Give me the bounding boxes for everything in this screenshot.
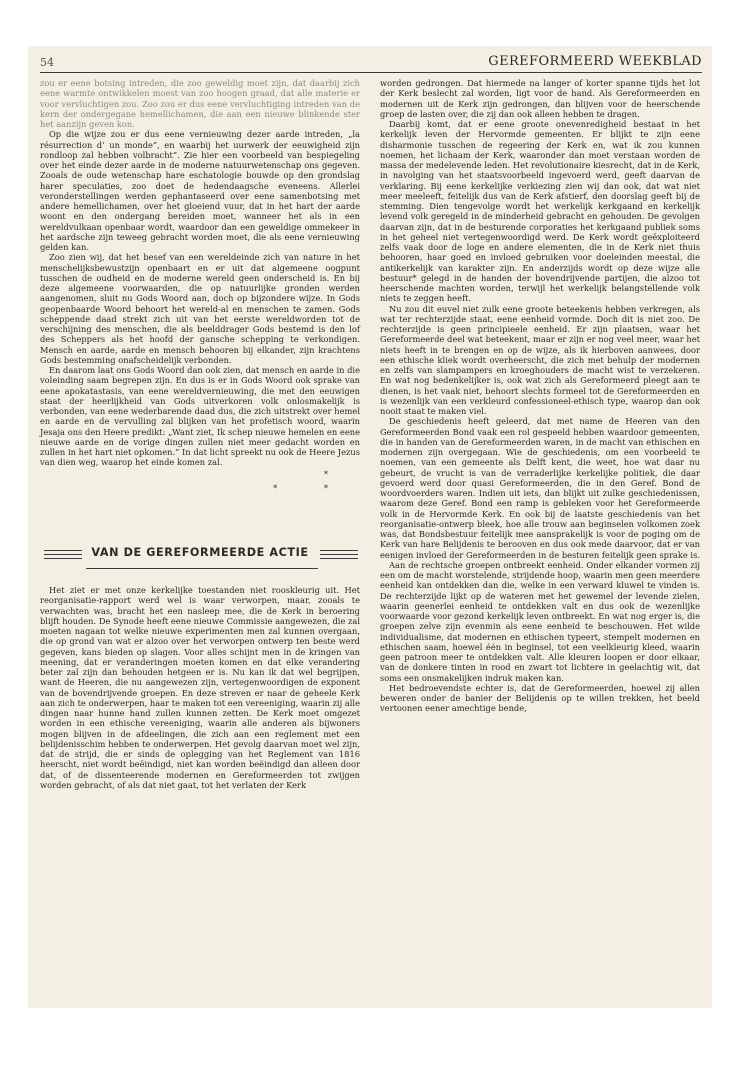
heading-underline bbox=[86, 568, 318, 569]
section-title: VAN DE GEREFORMEERDE ACTIE bbox=[91, 546, 309, 559]
paragraph: Nu zou dit euvel niet zulk eene groote beteekenis hebben verkregen, als wat ter rechterzijde staat, eene eenheid vormde. Doch dit is niet zoo. De rechterzijde is geen principieele eenheid. Er zijn plaatsen, waar het Gereformeerde deel wat beteekent, maar er zijn er nog veel meer, waar het niets heeft in te brengen en op de wijze, als ik hierboven aanwees, door een ethische kliek wordt overheerscht, die zich met behulp der modernen en zelfs van slampampers en kroeghouders de macht wist te verzekeren. En wat nog bedenkelijker is, ook wat zich als Gereformeerd pleegt aan te dienen, is het vaak niet, behoort slechts formeel tot de Gereformeerden en is wezenlijk van een verkleurd confessioneel-ethisch type, waarop dan ook nooit staat te maken viel. bbox=[380, 303, 700, 416]
section-stars: * bbox=[323, 468, 328, 479]
paragraph: Het bedroevendste echter is, dat de Gereformeerden, hoewel zij allen beweren onder de banier der Belijdenis op te willen trekken, het beeld vertoonen eener amechtige bende, bbox=[380, 682, 700, 714]
journal-title: GEREFORMEERD WEEKBLAD bbox=[488, 54, 702, 69]
paragraph: Daarbij komt, dat er eene groote onevenredigheid bestaat in het kerkelijk leven der Hervormde gemeenten. Er blijkt te zijn eene disharmonie tusschen de regeering der Kerk en, wat ik zou kunnen noemen, het lichaam der Kerk, waaronder dan moet verstaan worden de massa der medelevende leden. Het revolutionaire kiesrecht, dat in de Kerk, in navolging van het staatsvoorbeeld ingevoerd werd, geeft daarvan de verklaring. Bij eene kerkelijke verkiezing zien wij dan ook, dat wat niet meer meeleeft, feitelijk dus van de Kerk afstierf, den doorslag geeft bij de stemming. Dien tengevolge wordt het werkelijk kerkgaand en kerkelijk levend volk geregeld in de minderheid gebracht en gehouden. De gevolgen daarvan zijn, dat in de besturende corporaties het kerkgaand publiek soms in het geheel niet vertegenwoordigd werd. De Kerk wordt geëxploiteerd zelfs vaak door de loge en andere elementen, die in de Kerk niet thuis behooren, haar goed en invloed gebruiken voor doeleinden meestal, die antikerkelijk van karakter zijn. En anderzijds wordt op deze wijze alle bestuur* gelegd in de handen der bovendrijvende partijen, die alzoo tot heerschende machten worden, terwijl het werkelijk belangstellende volk niets te zeggen heeft. bbox=[380, 119, 700, 304]
page-number: 54 bbox=[40, 56, 54, 69]
section-heading bbox=[40, 539, 360, 573]
paragraph: Zoo zien wij, dat het besef van een wereldeinde zich van nature in het menschelijksbewustzijn openbaart en er uit dat algemeene oogpunt tusschen de oudheid en de moderne wereld geen onderscheid is. En bij deze algemeene voorwaarden, die op natuurlijke gronden werden aangenomen, sluit nu Gods Woord aan, doch op bijzondere wijze. In Gods geopenbaarde Woord behoort het wereld-al en menschen te zamen. Gods scheppende daad strekt zich uit van het eerste wereldworden tot de verschijning des menschen, die als beelddrager Gods bestemd is den lof des Scheppers als het hoofd der gansche schepping te verkondigen. Mensch en aarde, aarde en mensch behooren bij elkander, zijn krachtens Gods bestemming onafscheidelijk verbonden. bbox=[40, 252, 360, 365]
paragraph: Op die wijze zou er dus eene vernieuwing dezer aarde intreden, „la résurrection d’ un monde”, en waarbij het uurwerk der eeuwigheid zijn rondloop zal hebben volbracht”. Zie hier een voorbeeld van bespiegeling over het einde dezer aarde in de moderne natuurwetenschap ons gegeven. Zooals de oude wetenschap hare eschatologie bouwde op den grondslag harer speculaties, zoo doet de hedendaagsche eveneens. Allerlei veronderstellingen werden gephantaseerd over eene samenbotsing met andere hemellichamen, over het gloeiend vuur, dat in het hart der aarde woont en den ondergang bereiden moet, wanneer het als in een wereldvulkaan openbaar wordt, waardoor dan een geweldige ommekeer in het aardsche zijn teweeg gebracht worden moet, die als eene vernieuwing gelden kan. bbox=[40, 129, 360, 252]
paragraph: Aan de rechtsche groepen ontbreekt eenheid. Onder elkander vormen zij een om de macht worstelende, strijdende hoop, waarin men geen meerdere eenheid kan ontdekken dan die, welke in een verward kluwel te vinden is. De rechterzijde lijkt op de wateren met het gewemel der levende zielen, waarin geenerlei eenheid te ontdekken valt en dus ook de wezenlijke voorwaarde voor gezond kerkelijk leven ontbreekt. En wat nog erger is, die groepen zelve zijn evenmin als eene eenheid te beschouwen. Het wilde individualisme, dat modernen en ethischen typeert, stempelt modernen en ethischen saam, hoewel één in beginsel, tot een veelkleurig kleed, waarin geen patroon meer te ontdekken valt. Alle kleuren loopen er door elkaar, van de donkere tinten in rood en zwart tot lichtere in geelachtig wit, dat soms een onsmakelijken indruk maken kan. bbox=[380, 559, 700, 683]
header-rule bbox=[40, 72, 702, 73]
right-column bbox=[380, 78, 700, 714]
paragraph: worden gedrongen. Dat hiermede na langer of korter spanne tijds het lot der Kerk beslecht zal worden, ligt voor de hand. Als Gereformeerden en modernen uit de Kerk zijn gedrongen, dan blijven voor de heerschende groep de lasten over, die zij dan ook alleen hebben te dragen. bbox=[380, 78, 700, 119]
left-column bbox=[40, 78, 360, 790]
paragraph: En daarom laat ons Gods Woord dan ook zien, dat mensch en aarde in die voleinding saam begrepen zijn. En dus is er in Gods Woord ook sprake van eene apokatastasis, van eene wereldvernieuwing, die met den eeuwigen staat der heerlijkheid van Gods uitverkoren volk onlosmakelijk is verbonden, van eene wederbarende daad dus, die zich uitstrekt over hemel en aarde en de vervulling zal blijken van het profetisch woord, waarin Jesaja ons den Heere predikt: „Want ziet, Ik schep nieuwe hemelen en eene nieuwe aarde en de vorige dingen zullen niet meer gedacht worden en zullen in het hart niet opkomen.” In dat licht spreekt nu ook de Heere Jezus van dien weg, waarop het einde komen zal. bbox=[40, 365, 360, 468]
section-stars: * * bbox=[273, 482, 350, 493]
heading-ornament-right bbox=[320, 550, 358, 562]
paragraph: De geschiedenis heeft geleerd, dat met name de Heeren van den Gereformeerden Bond vaak een rol gespeeld hebben waardoor gemeenten, die in handen van de Gereformeerden waren, in de macht van ethischen en modernen zijn overgegaan. Wie de geschiedenis, om een voorbeeld te noemen, van een gemeente als Delft kent, die weet, hoe wat daar nu gebeurt, de vrucht is van de verraderlijke kerkelijke politiek, die daar gevoerd werd door quasi Gereformeerden, die in den Geref. Bond de woordvoerders waren. Indien uit iets, dan blijkt uit zulke geschiedenissen, waarom deze Geref. Bond een ramp is gebleken voor het Gereformeerde volk in de Hervormde Kerk. En ook bij de laatste geschiedenis van het reorganisatie-ontwerp bleek, hoe alle trouw aan beginselen volkomen zoek was, dat Bondsbestuur feitelijk mee aansprakelijk is voor de poging om de Kerk van hare Belijdenis te berooven en dus ook mede daarvoor, dat er van eenigen invloed der Gereformeerden in de besturen feitelijk geen sprake is. bbox=[380, 416, 700, 560]
magazine-page bbox=[28, 46, 712, 1008]
paragraph: Het ziet er met onze kerkelijke toestanden niet rooskleurig uit. Het reorganisatie-rapport werd wel is waar verworpen, maar, zooals te verwachten was, bracht het een nasleep mee, die de Kerk in beroering blijft houden. De Synode heeft eene nieuwe Commissie aangewezen, die zal moeten nagaan tot welke nieuwe experimenten men zal kunnen overgaan, die op grond van wat er alzoo over het verworpen ontwerp ten beste werd gegeven, kans bieden op slagen. Voor alles schijnt men in de kringen van meening, dat er veranderingen moeten komen en dat elke verandering beter zal zijn dan behouden hetgeen er is. Nu kan ik dat wel begrijpen, want de Heeren, die nu aangewezen zijn, vertegenwoordigen de exponent van de bovendrijvende groepen. En deze streven er naar de geheele Kerk aan zich te onderwerpen, haar te maken tot een vereeniging, waarin zij alle dingen naar hunne hand zullen kunnen zetten. De Kerk moet omgezet worden in een ethische vereeniging, waarin alle anderen als bijwoners mogen blijven in de afdeelingen, die zich aan een reglement met een belijdenisschim hebben te onderwerpen. Het gevolg daarvan moet wel zijn, dat de strijd, die er sinds de oplegging van het Reglement van 1816 heerscht, niet wordt beëindigd, niet kan worden beëindigd dan alleen door dat, of de dissenteerende modernen en Gereformeerden tot zwijgen worden gebracht, of als dat niet gaat, tot het verlaten der Kerk bbox=[40, 585, 360, 790]
paragraph: zou er eene botsing intreden, die zoo geweldig moet zijn, dat daarbij zich eene warmte ontwikkelen moest van zoo hoogen graad, dat alle materie er voor vervluchtigen zou. Zoo zou er dus eene vervluchtiging intreden van de kern der ondergegane hemellichamen, die aan een nieuwe blinkende ster het aanzijn geven kon. bbox=[40, 78, 360, 129]
